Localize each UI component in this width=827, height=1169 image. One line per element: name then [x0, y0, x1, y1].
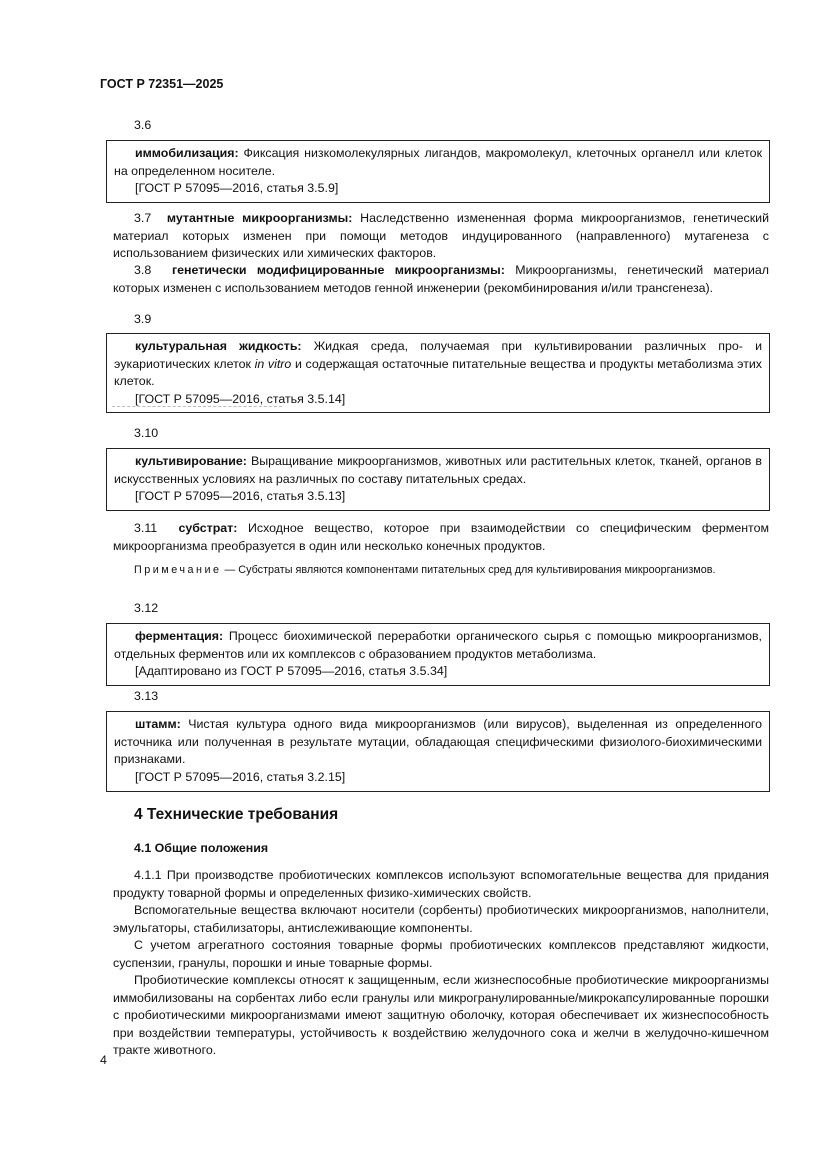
term-number: 3.12: [134, 601, 159, 615]
definition-text: Микроорганизмы, генетический материал которых изменен с использованием методов генной инженерии (рекомбинирования и/или трансгенеза).: [113, 263, 769, 295]
definition-text: и содержащая остаточные питательные вещества и продукты метаболизма этих клеток.: [114, 356, 762, 388]
subsection-heading: 4.1 Общие положения: [134, 841, 269, 855]
term-definition: [114, 716, 762, 769]
term-box-3-6: [106, 140, 770, 203]
definition-text: Чистая культура одного вида микроорганизмов (или вирусов), выделенная из определенного источника или полученная в результате мутации, обладающая специфическими физиолого-биохимическими признаками.: [114, 717, 762, 766]
term-number: 3.8: [134, 263, 152, 277]
term-number: 3.11: [134, 521, 158, 535]
term-name: субстрат:: [178, 521, 238, 535]
term-note: [113, 563, 769, 578]
term-3-7: [113, 210, 769, 263]
term-name: генетически модифицированные микроорганизмы:: [171, 263, 505, 277]
note-text: — Субстраты являются компонентами питательных сред для культивирования микроорганизмов.: [221, 564, 716, 576]
term-box-3-13: [106, 711, 770, 792]
definition-text: Жидкая среда, получаемая при культивировании различных про- и эукариотических клеток: [114, 339, 763, 371]
term-box-3-10: [106, 448, 770, 511]
definition-italic: in vitro: [254, 356, 292, 371]
term-number: 3.6: [134, 118, 152, 132]
term-name: культуральная жидкость:: [135, 339, 302, 353]
term-3-8: [113, 262, 769, 297]
definition-text: Выращивание микроорганизмов, животных или растительных клеток, тканей, органов в искусственных условиях на различных по составу питательных средах.: [114, 454, 762, 486]
definition-text: Наследственно измененная форма микроорганизмов, генетический материал которых изменен при помощи методов индуцированного (направленного) мутагенеза с использованием физических или химических факторов.: [113, 211, 769, 260]
paragraph: Вспомогательные вещества включают носители (сорбенты) пробиотических микроорганизмов, наполнители, эмульгаторы, стабилизаторы, антислеживающие компоненты.: [113, 903, 769, 935]
term-3-11: [113, 520, 769, 555]
term-definition: [114, 145, 762, 180]
term-source: [ГОСТ Р 57095—2016, статья 3.2.15]: [135, 769, 346, 784]
term-name: культивирование:: [135, 454, 247, 468]
term-source: [ГОСТ Р 57095—2016, статья 3.5.9]: [135, 181, 339, 195]
scan-artifact-line: [112, 406, 282, 408]
paragraph: Пробиотические комплексы относят к защищенным, если жизнеспособные пробиотические микроорганизмы иммобилизованы на сорбентах либо если гранулы или микрогранулированные/микрокапсулированные порошки с пробиотическими микроорганизмами имеют защитную оболочку, которая обеспечивает их жизнеспособность при воздействии температуры, устойчивость к воздействию желудочного сока и желчи в желудочно-кишечном тракте животного.: [113, 973, 769, 1057]
section-heading: 4 Технические требования: [134, 806, 339, 823]
definition-text: Процесс биохимической переработки органического сырья с помощью микроорганизмов, отдельных ферментов или их комплексов с образованием продуктов метаболизма.: [114, 629, 762, 661]
page-number: 4: [100, 1053, 107, 1067]
term-name: штамм:: [135, 717, 181, 731]
term-definition: [114, 338, 762, 391]
term-definition: [114, 628, 762, 663]
term-number: 3.7: [134, 211, 152, 225]
term-number: 3.10: [134, 426, 159, 440]
term-number: 3.9: [134, 312, 152, 326]
term-box-3-12: [106, 623, 770, 686]
paragraph: С учетом агрегатного состояния товарные формы пробиотических комплексов представляют жидкости, суспензии, гранулы, порошки и иные товарные формы.: [113, 938, 769, 970]
document-header: ГОСТ Р 72351—2025: [100, 77, 224, 91]
term-box-3-9: [106, 333, 770, 413]
term-name: ферментация:: [135, 629, 224, 643]
term-name: иммобилизация:: [135, 146, 239, 160]
term-definition: [114, 453, 762, 488]
term-source: [ГОСТ Р 57095—2016, статья 3.5.13]: [135, 489, 346, 503]
term-name: мутантные микроорганизмы:: [166, 211, 353, 225]
term-number: 3.13: [134, 689, 159, 703]
definition-text: Фиксация низкомолекулярных лигандов, макромолекул, клеточных органелл или клеток на определенном носителе.: [114, 146, 762, 178]
paragraph: 4.1.1 При производстве пробиотических комплексов используют вспомогательные вещества для придания продукту товарной формы и определенных физико-химических свойств.: [113, 868, 769, 900]
note-label: Примечание: [134, 564, 222, 576]
term-source: [ГОСТ Р 57095—2016, статья 3.5.14]: [135, 391, 346, 406]
definition-text: Исходное вещество, которое при взаимодействии со специфическим ферментом микроорганизма преобразуется в один или несколько конечных продуктов.: [113, 521, 769, 553]
term-source: [Адаптировано из ГОСТ Р 57095—2016, статья 3.5.34]: [135, 664, 448, 678]
